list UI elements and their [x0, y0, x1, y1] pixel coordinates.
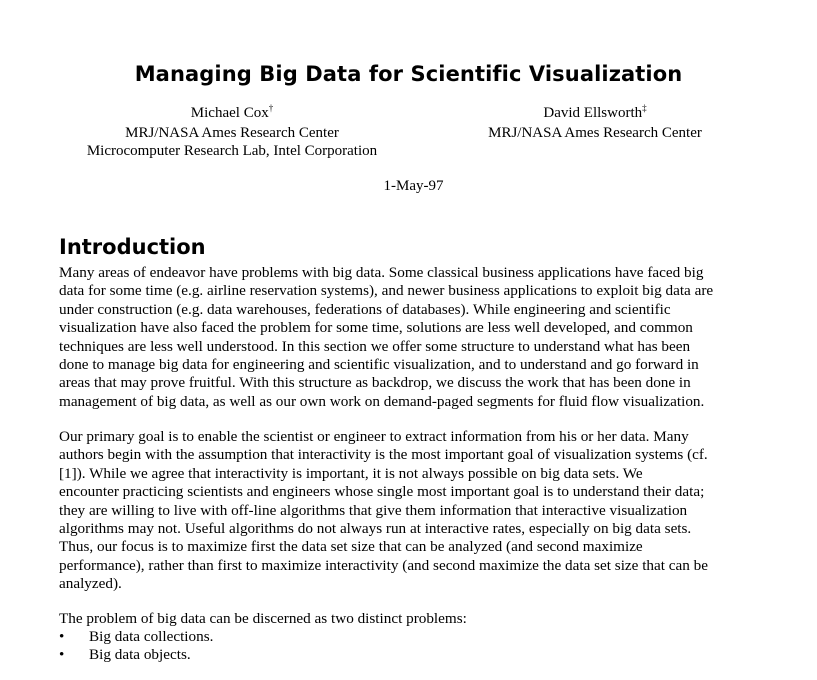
author-affiliation: Microcomputer Research Lab, Intel Corporation	[86, 143, 378, 159]
author-footnote-mark: ‡	[642, 103, 647, 113]
bullet-list	[59, 628, 213, 665]
paragraph-line: encounter practicing scientists and engineers whose single most important goal is to understand their data;	[59, 483, 705, 501]
paragraph-line: techniques are less well understood. In this section we offer some structure to understand what has been	[59, 337, 691, 355]
section-heading: Introduction	[59, 235, 206, 259]
paragraph-line: they are willing to live with off-line algorithms that give them information that interactive visualization	[59, 501, 688, 519]
list-item	[59, 628, 213, 646]
paragraph-line: The problem of big data can be discerned as two distinct problems:	[59, 610, 467, 627]
list-item-text: Big data collections.	[89, 628, 214, 645]
bullet-icon: •	[59, 646, 65, 664]
author-name: Michael Cox†	[190, 103, 274, 121]
paragraph-line: Our primary goal is to enable the scientist or engineer to extract information from his or her data. Many	[59, 428, 689, 445]
paragraph-1	[59, 264, 779, 411]
paragraph-line: analyzed).	[59, 575, 122, 593]
author-affiliation: MRJ/NASA Ames Research Center	[488, 124, 702, 141]
paragraph-line: algorithms may not. Useful algorithms do not always run at interactive rates, especially on big data sets.	[59, 520, 692, 538]
author-block-2	[456, 104, 734, 142]
author-affiliation: MRJ/NASA Ames Research Center	[125, 124, 339, 141]
list-item-text: Big data objects.	[89, 646, 191, 664]
list-item	[59, 646, 213, 664]
author-name: David Ellsworth‡	[543, 103, 647, 121]
paragraph-3	[59, 610, 779, 628]
paragraph-line: management of big data, as well as our own work on demand-paged segments for fluid flow visualization.	[59, 392, 705, 410]
paragraph-line: Many areas of endeavor have problems with big data. Some classical business applications have faced big	[59, 264, 704, 281]
paragraph-line: performance), rather than first to maximize interactivity (and second maximize the data set size that can be	[59, 556, 708, 574]
paragraph-line: data for some time (e.g. airline reservation systems), and newer business applications to exploit big data are	[59, 282, 714, 300]
paragraph-line: under construction (e.g. data warehouses, federations of databases). While engineering and scientific	[59, 300, 671, 318]
paragraph-2	[59, 428, 779, 594]
paragraph-line: [1]). While we agree that interactivity is important, it is not always possible on big data sets. We	[59, 464, 643, 482]
paragraph-line: visualization have also faced the problem for some time, solutions are less well developed, and common	[59, 319, 693, 337]
paragraph-line: Thus, our focus is to maximize first the data set size that can be analyzed (and second maximize	[59, 538, 643, 556]
author-footnote-mark: †	[268, 103, 274, 113]
paragraph-line: done to manage big data for engineering and scientific visualization, and to understand and go forward in	[59, 356, 699, 374]
bullet-icon: •	[59, 628, 65, 645]
paragraph-line: authors begin with the assumption that interactivity is the most important goal of visualization systems (cf.	[59, 446, 708, 464]
author-block-1	[62, 104, 402, 161]
paper-title: Managing Big Data for Scientific Visualization	[134, 62, 683, 86]
paper-date: 1-May-97	[383, 178, 444, 194]
paragraph-line: areas that may prove fruitful. With this structure as backdrop, we discuss the work that has been done in	[59, 374, 691, 392]
